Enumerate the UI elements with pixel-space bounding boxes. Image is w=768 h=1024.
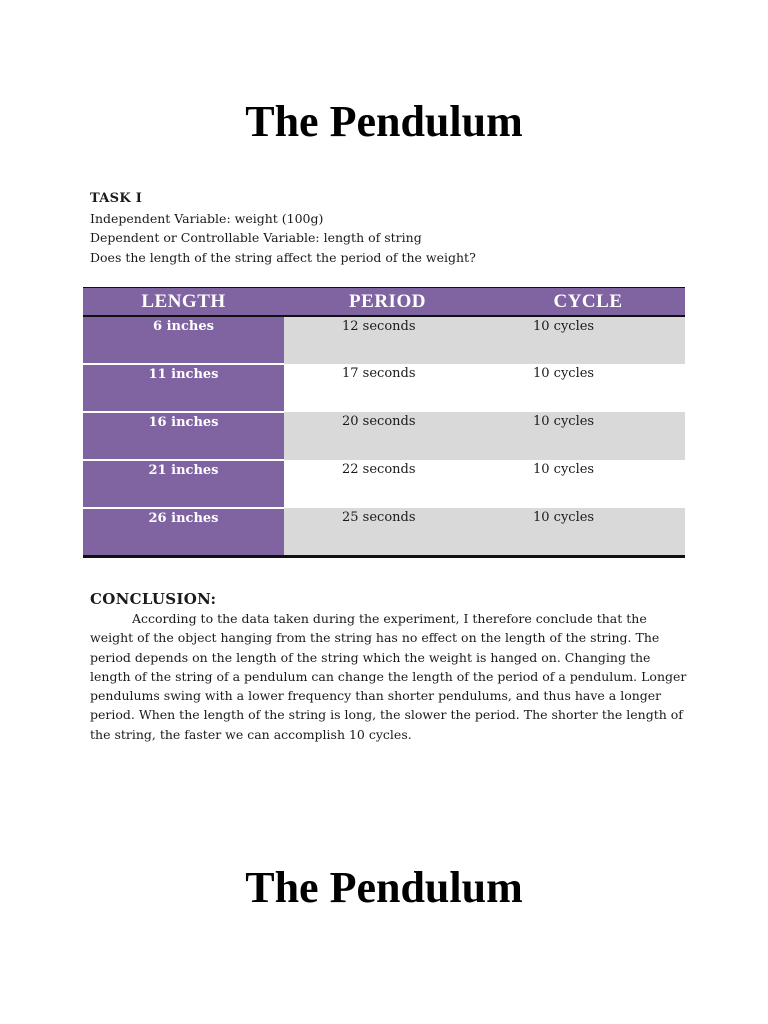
task-section — [90, 189, 690, 267]
table-header-row — [83, 288, 685, 317]
period-column-header: PERIOD — [284, 288, 491, 317]
table-row — [83, 460, 685, 508]
table-row — [83, 508, 685, 557]
length-cell: 11 inches — [83, 364, 284, 412]
length-column-header: LENGTH — [83, 288, 284, 317]
period-cell: 17 seconds — [342, 366, 416, 381]
task-heading: TASK I — [90, 191, 143, 206]
length-cell: 16 inches — [83, 412, 284, 460]
period-cell: 25 seconds — [284, 508, 491, 557]
table-row — [83, 412, 685, 460]
cycle-cell: 10 cycles — [491, 316, 685, 364]
period-cell: 20 seconds — [284, 412, 491, 460]
length-cell: 6 inches — [83, 316, 284, 364]
conclusion-section — [90, 589, 690, 744]
dependent-variable-line: Dependent or Controllable Variable: length of string — [90, 230, 422, 245]
cycle-column-header: CYCLE — [491, 288, 685, 317]
cycle-cell: 10 cycles — [533, 462, 595, 477]
period-cell: 22 seconds — [342, 462, 416, 477]
length-cell: 21 inches — [83, 460, 284, 508]
table-row — [83, 316, 685, 364]
period-cell: 12 seconds — [284, 316, 491, 364]
cycle-cell: 10 cycles — [491, 412, 685, 460]
conclusion-paragraph: According to the data taken during the experiment, I therefore conclude that the weight of the object hanging from the string has no effect on the length of the string. The period depends on the length of the string which the weight is hanged on. Changing the length of the string of a pendulum can change the length of the period of a pendulum. Longer pendulums swing with a lower frequency than shorter pendulums, and thus have a longer period. When the length of the string is long, the slower the period. The shorter the length of the string, the faster we can accomplish 10 cycles. — [90, 611, 687, 742]
pendulum-data-table — [83, 287, 685, 558]
page-title-repeat: The Pendulum — [245, 863, 523, 912]
cycle-cell: 10 cycles — [491, 508, 685, 557]
conclusion-heading: CONCLUSION: — [90, 590, 217, 608]
length-cell: 26 inches — [83, 508, 284, 557]
independent-variable-line: Independent Variable: weight (100g) — [90, 210, 324, 226]
research-question-line: Does the length of the string affect the period of the weight? — [90, 249, 476, 265]
cycle-cell: 10 cycles — [533, 366, 595, 381]
page-title: The Pendulum — [245, 97, 523, 146]
table-row — [83, 364, 685, 412]
